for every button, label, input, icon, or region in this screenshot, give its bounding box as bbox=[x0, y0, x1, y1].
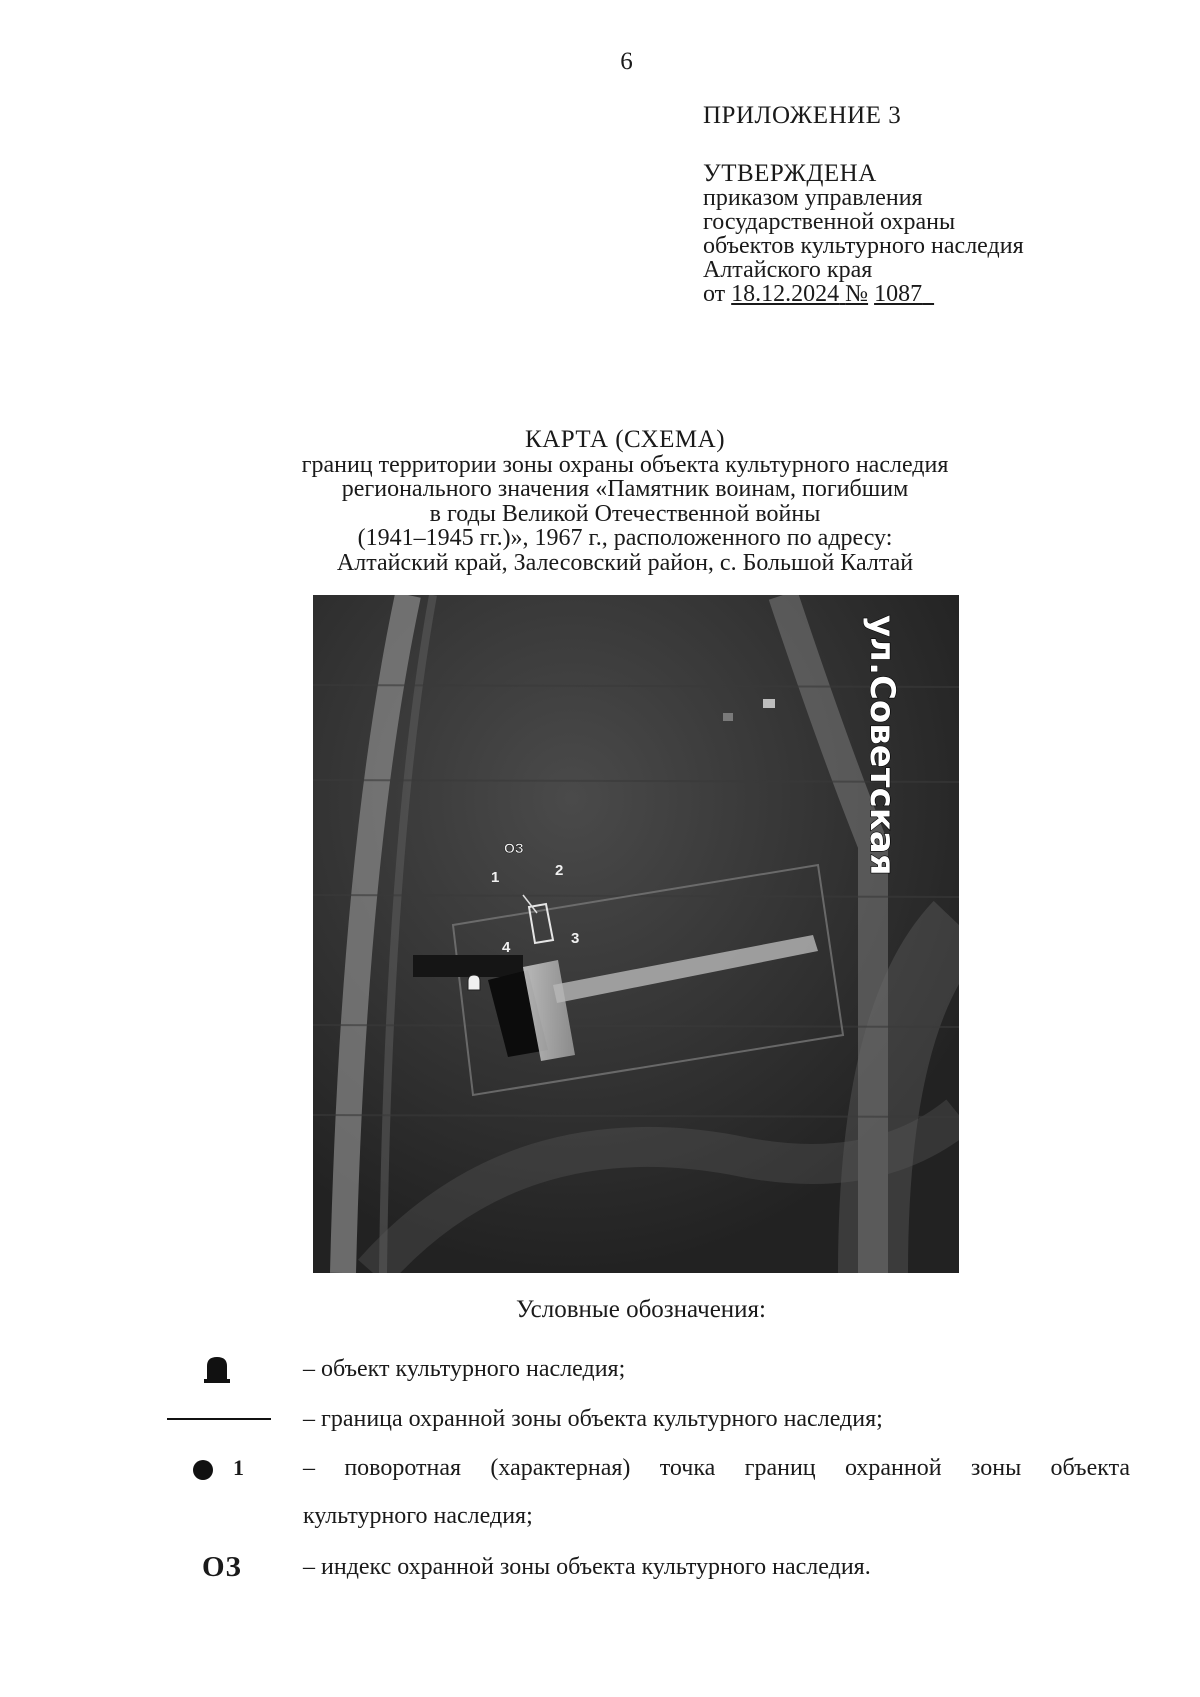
map-drawing bbox=[313, 595, 959, 1273]
heritage-object-icon bbox=[204, 1355, 230, 1383]
number-sign: № bbox=[845, 281, 869, 307]
roof-marker bbox=[723, 713, 733, 721]
title-line: Алтайский край, Залесовский район, с. Большой Калтай bbox=[336, 549, 914, 576]
legend-title: Условные обозначения: bbox=[515, 1296, 767, 1323]
approval-block bbox=[703, 104, 1024, 306]
legend-turning-point-line2: культурного наследия; bbox=[303, 1503, 533, 1529]
turning-point-dot bbox=[193, 1460, 213, 1480]
title-line: границ территории зоны охраны объекта культурного наследия bbox=[301, 451, 949, 478]
point-label-4: 4 bbox=[502, 939, 511, 956]
approved-heading: УТВЕРЖДЕНА bbox=[703, 160, 877, 187]
order-date-line bbox=[703, 282, 1024, 306]
turning-point-number: 1 bbox=[233, 1455, 244, 1480]
legend-heritage-object: – объект культурного наследия; bbox=[303, 1356, 626, 1382]
date-prefix: от bbox=[703, 281, 726, 307]
legend-turning-point-line1: – поворотная (характерная) точка границ охранной зоны объекта bbox=[303, 1455, 1130, 1481]
map-heading: КАРТА (СХЕМА) bbox=[524, 426, 726, 453]
order-date: 18.12.2024 bbox=[731, 281, 840, 307]
street-label: ул.Советская bbox=[862, 615, 902, 876]
order-number: 1087 bbox=[874, 281, 923, 307]
title-line: регионального значения «Памятник воинам, погибшим bbox=[341, 476, 909, 502]
zone-index-label: ОЗ bbox=[504, 840, 524, 856]
boundary-line-symbol bbox=[167, 1418, 271, 1420]
approval-line: государственной охраны bbox=[703, 209, 956, 235]
point-label-2: 2 bbox=[555, 862, 564, 879]
legend-zone-index: – индекс охранной зоны объекта культурного наследия. bbox=[303, 1554, 871, 1580]
zone-index-symbol: ОЗ bbox=[202, 1551, 242, 1583]
legend-zone-boundary: – граница охранной зоны объекта культурного наследия; bbox=[303, 1406, 883, 1432]
title-line: в годы Великой Отечественной войны bbox=[429, 500, 821, 527]
aerial-map bbox=[313, 595, 959, 1273]
approval-line: Алтайского края bbox=[703, 257, 873, 283]
heritage-object-icon bbox=[468, 975, 480, 990]
title-line: (1941–1945 гг.)», 1967 г., расположенного по адресу: bbox=[357, 525, 893, 551]
map-title-block bbox=[200, 428, 1050, 575]
building bbox=[413, 955, 523, 977]
point-label-1: 1 bbox=[491, 869, 500, 886]
point-label-3: 3 bbox=[571, 930, 580, 947]
roof-marker bbox=[763, 699, 775, 708]
page-number: 6 bbox=[620, 48, 633, 75]
approval-line: приказом управления bbox=[703, 185, 923, 211]
appendix-title: ПРИЛОЖЕНИЕ 3 bbox=[703, 102, 902, 129]
approval-line: объектов культурного наследия bbox=[703, 233, 1024, 259]
